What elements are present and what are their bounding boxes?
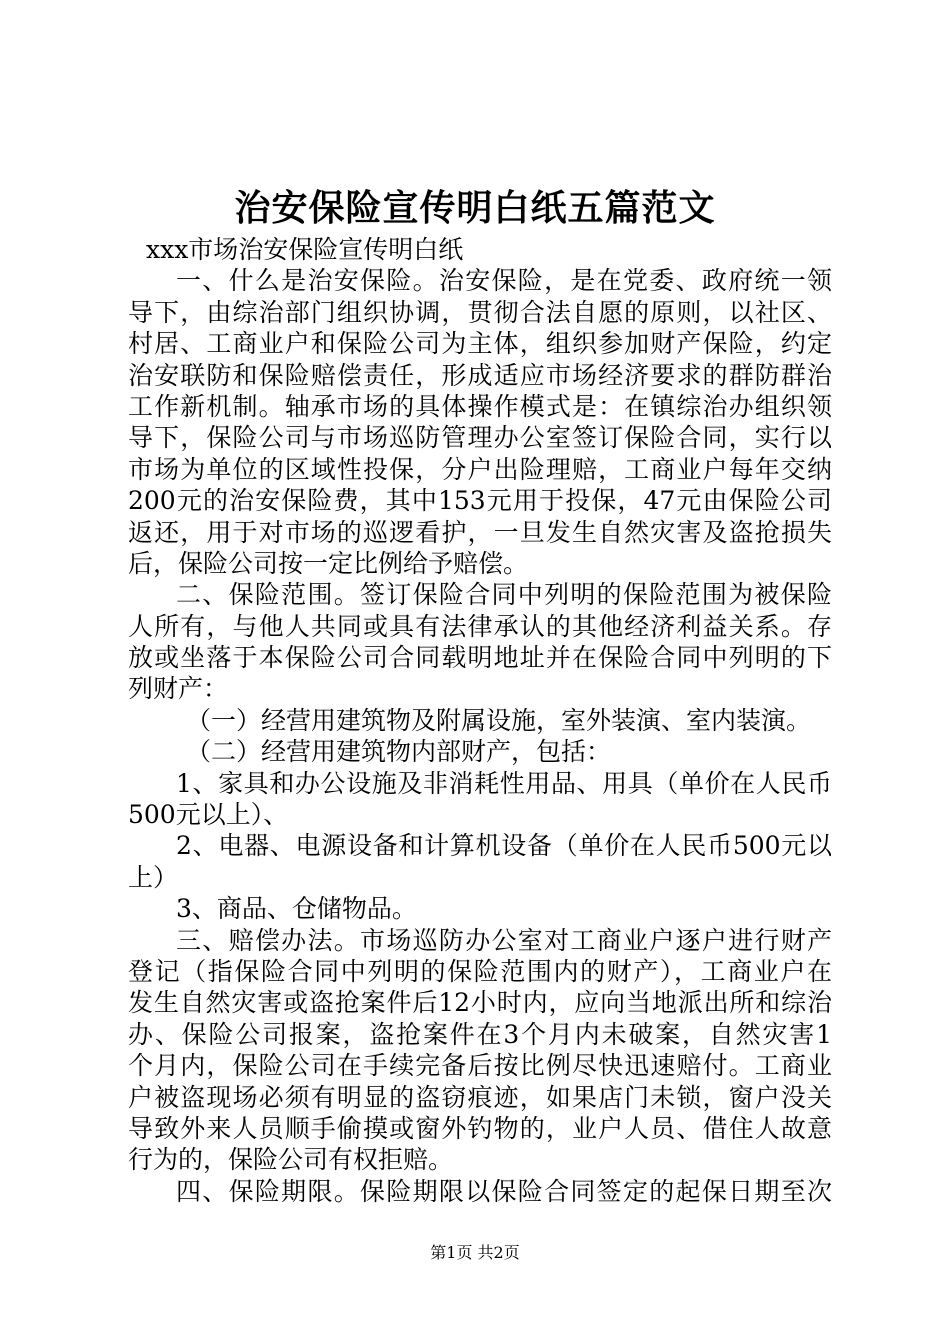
list-item: 1、家具和办公设施及非消耗性用品、用具（单价在人民币 xyxy=(176,768,832,798)
list-item: 3、商品、仓储物品。 xyxy=(176,894,417,924)
paragraph-line: 200元的治安保险费，其中153元用于投保，47元由保险公司 xyxy=(128,486,832,516)
document-title: 治安保险宣传明白纸五篇范文 xyxy=(234,187,716,229)
paragraph-line: 列财产： xyxy=(128,674,229,704)
paragraph-line: 导下，保险公司与市场巡防管理办公室签订保险合同，实行以 xyxy=(128,423,832,453)
paragraph-line: 治安联防和保险赔偿责任，形成适应市场经济要求的群防群治 xyxy=(128,360,832,390)
paragraph-line: 户被盗现场必须有明显的盗窃痕迹，如果店门未锁，窗户没关 xyxy=(128,1082,832,1112)
paragraph-line: 登记（指保险合同中列明的保险范围内的财产），工商业户在 xyxy=(128,956,832,986)
paragraph-line: 办、保险公司报案，盗抢案件在3个月内未破案，自然灾害1 xyxy=(128,1019,832,1049)
document-body xyxy=(128,234,832,1207)
list-item: （二）经营用建筑物内部财产，包括： xyxy=(186,737,612,767)
paragraph-line: 一、什么是治安保险。治安保险，是在党委、政府统一领 xyxy=(176,266,832,296)
list-item: 500元以上）、 xyxy=(128,800,289,830)
paragraph-line: 市场为单位的区域性投保，分户出险理赔，工商业户每年交纳 xyxy=(128,454,832,484)
list-item: 2、电器、电源设备和计算机设备（单价在人民币500元以 xyxy=(176,831,832,861)
paragraph-line: 放或坐落于本保险公司合同载明地址并在保险合同中列明的下 xyxy=(128,643,832,673)
paragraph-line: 返还，用于对市场的巡逻看护，一旦发生自然灾害及盗抢损失 xyxy=(128,517,832,547)
paragraph-line: 人所有，与他人共同或具有法律承认的其他经济利益关系。存 xyxy=(128,611,832,641)
subtitle-line: xxx市场治安保险宣传明白纸 xyxy=(146,235,464,264)
paragraph-line: 工作新机制。轴承市场的具体操作模式是：在镇综治办组织领 xyxy=(128,391,832,421)
list-item: 上） xyxy=(128,862,179,892)
paragraph-line: 个月内，保险公司在手续完备后按比例尽快迅速赔付。工商业 xyxy=(128,1051,832,1081)
paragraph-line: 行为的，保险公司有权拒赔。 xyxy=(128,1145,454,1175)
page-footer: 第1页 共2页 xyxy=(430,1243,520,1262)
paragraph-line: 四、保险期限。保险期限以保险合同签定的起保日期至次 xyxy=(176,1176,832,1206)
paragraph-line: 三、赔偿办法。市场巡防办公室对工商业户逐户进行财产 xyxy=(176,925,832,955)
paragraph-line: 导致外来人员顺手偷摸或窗外钓物的，业户人员、借住人故意 xyxy=(128,1113,832,1143)
paragraph-line: 导下，由综治部门组织协调，贯彻合法自愿的原则，以社区、 xyxy=(128,297,832,327)
paragraph-line: 发生自然灾害或盗抢案件后12小时内，应向当地派出所和综治 xyxy=(128,988,832,1018)
paragraph-line: 后，保险公司按一定比例给予赔偿。 xyxy=(128,548,529,578)
paragraph-line: 二、保险范围。签订保险合同中列明的保险范围为被保险 xyxy=(176,580,832,610)
paragraph-line: 村居、工商业户和保险公司为主体，组织参加财产保险，约定 xyxy=(128,329,832,359)
list-item: （一）经营用建筑物及附属设施，室外装演、室内装演。 xyxy=(186,705,812,735)
